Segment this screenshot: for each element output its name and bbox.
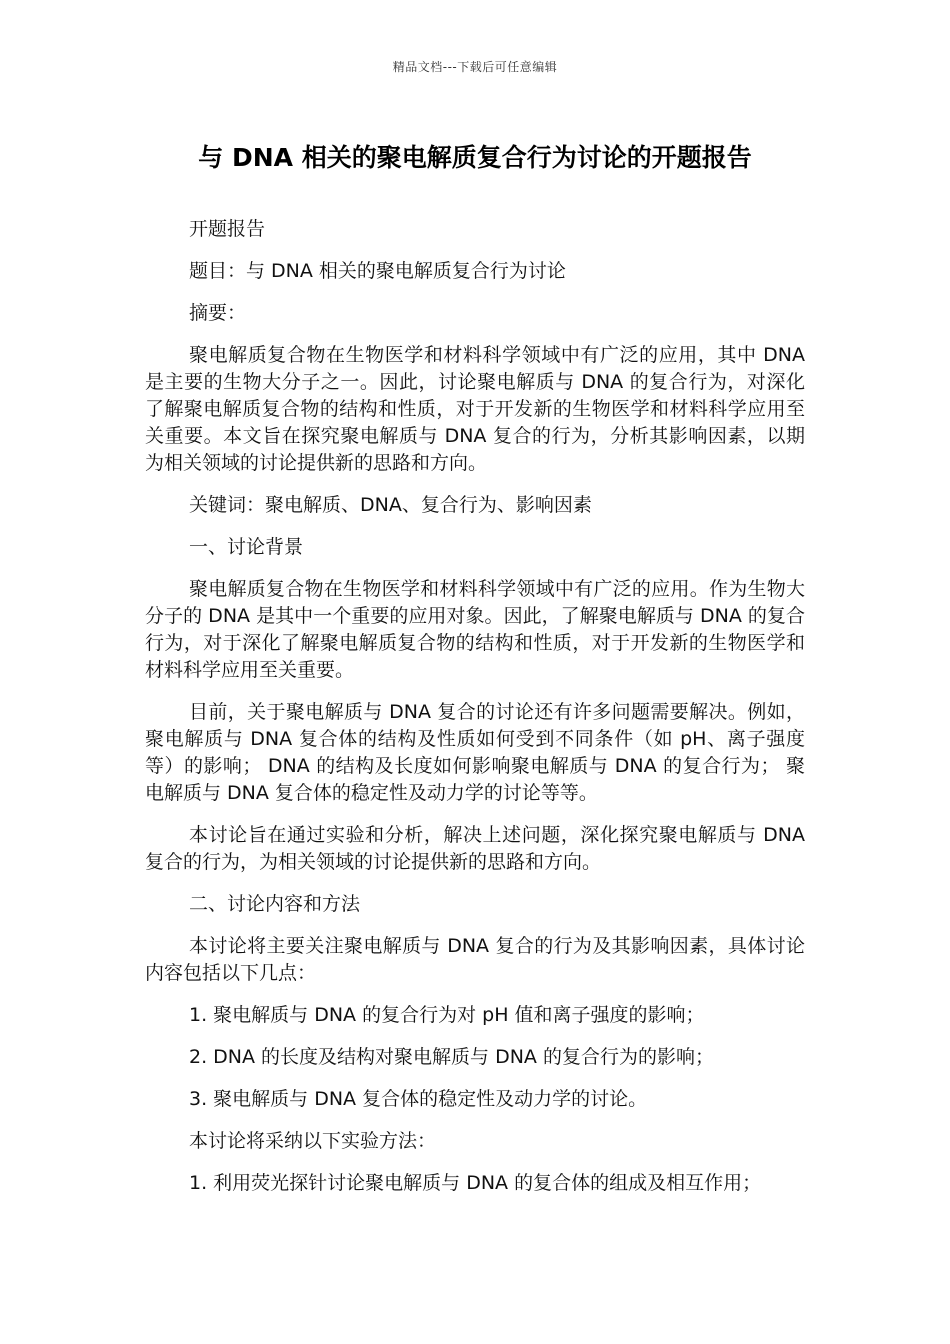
abstract-label: 摘要： — [189, 302, 247, 324]
content-list-item: 3. 聚电解质与 DNA 复合体的稳定性及动力学的讨论。 — [189, 1088, 648, 1110]
abstract-paragraph: 聚电解质复合物在生物医学和材料科学领域中有广泛的应用，其中 DNA 是主要的生物大分子之一。因此，讨论聚电解质与 DNA 的复合行为，对深化了解聚电解质复合物的结构和性质，对于开发新的生物医学和材料科学应用至关重要。本文旨在探究聚电解质与 DNA 复合的行为，分析其影响因素，以期为相关领域的讨论提供新的思路和方向。 — [145, 344, 805, 474]
content-list-item: 1. 聚电解质与 DNA 的复合行为对 pH 值和离子强度的影响； — [189, 1004, 705, 1026]
background-paragraph-1: 聚电解质复合物在生物医学和材料科学领域中有广泛的应用。作为生物大分子的 DNA 是其中一个重要的应用对象。因此，了解聚电解质与 DNA 的复合行为，对于深化了解聚电解质复合物的结构和性质，对于开发新的生物医学和材料科学应用至关重要。 — [145, 578, 805, 681]
content-intro-paragraph: 本讨论将主要关注聚电解质与 DNA 复合的行为及其影响因素，具体讨论内容包括以下几点： — [145, 935, 805, 984]
background-paragraph-2: 目前，关于聚电解质与 DNA 复合的讨论还有许多问题需要解决。例如，聚电解质与 DNA 复合体的结构及性质如何受到不同条件（如 pH、离子强度等）的影响； DNA 的结构及长度如何影响聚电解质与 DNA 的复合行为； 聚电解质与 DNA 复合体的稳定性及动力学的讨论等等。 — [145, 701, 805, 804]
document-body — [145, 216, 805, 1212]
section-heading-content-methods: 二、讨论内容和方法 — [189, 893, 361, 915]
method-list-item: 1. 利用荧光探针讨论聚电解质与 DNA 的复合体的组成及相互作用； — [189, 1172, 762, 1194]
document-title: 与 DNA 相关的聚电解质复合行为讨论的开题报告 — [198, 143, 752, 172]
background-paragraph-3: 本讨论旨在通过实验和分析，解决上述问题，深化探究聚电解质与 DNA 复合的行为，为相关领域的讨论提供新的思路和方向。 — [145, 824, 805, 873]
methods-intro: 本讨论将采纳以下实验方法： — [189, 1130, 437, 1152]
keywords-line: 关键词：聚电解质、DNA、复合行为、影响因素 — [189, 494, 592, 516]
content-list-item: 2. DNA 的长度及结构对聚电解质与 DNA 的复合行为的影响； — [189, 1046, 714, 1068]
report-label: 开题报告 — [189, 218, 266, 240]
section-heading-background: 一、讨论背景 — [189, 536, 304, 558]
page-header: 精品文档---下载后可任意编辑 — [392, 60, 558, 74]
topic-line: 题目：与 DNA 相关的聚电解质复合行为讨论 — [189, 260, 566, 282]
